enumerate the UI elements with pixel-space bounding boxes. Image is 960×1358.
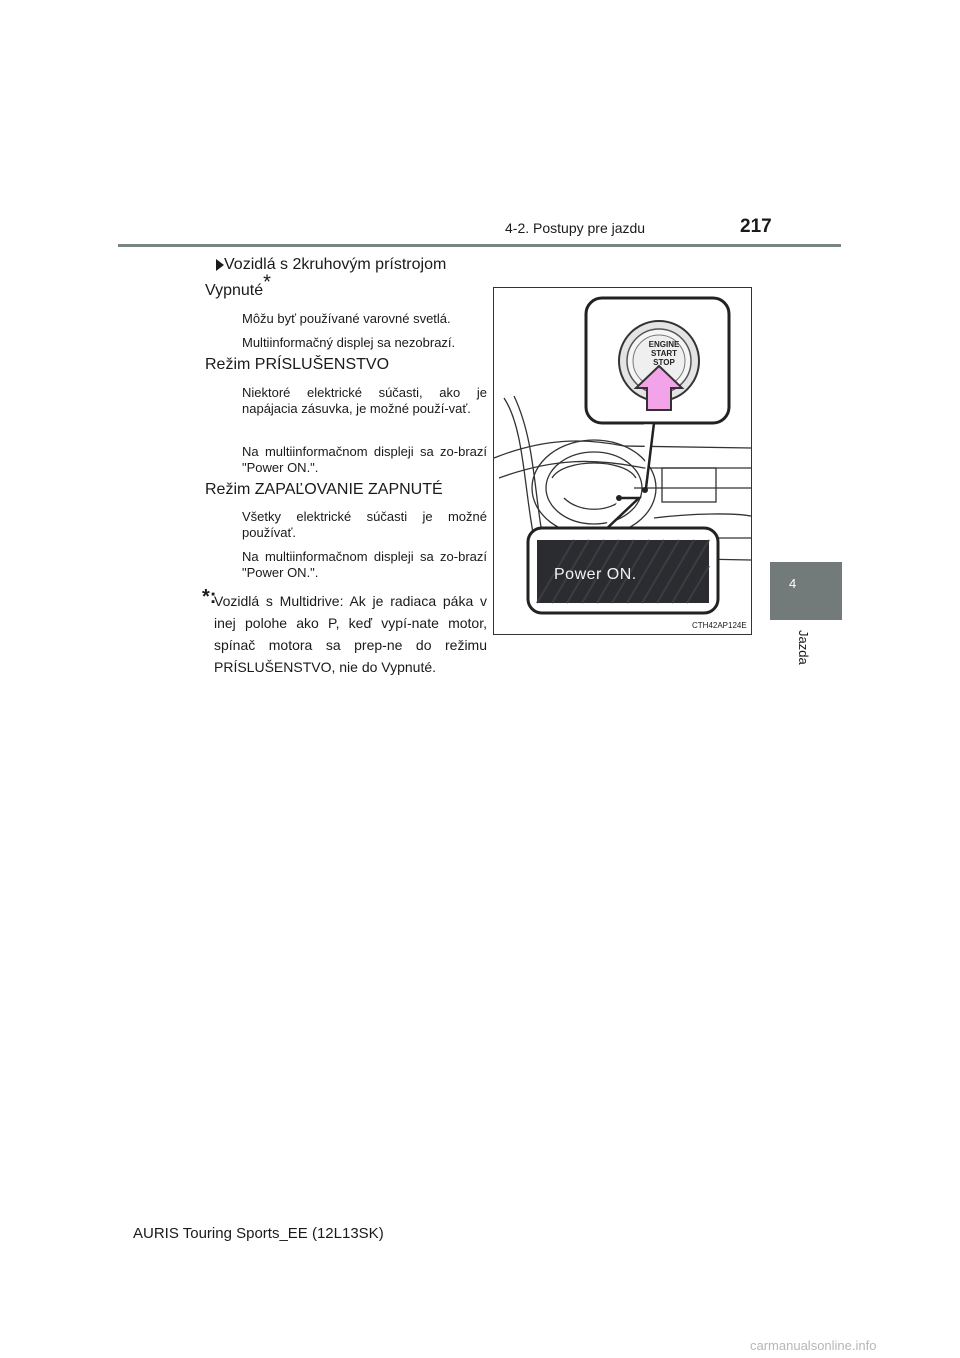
page-number: 217 (740, 216, 772, 237)
paragraph: Môžu byť používané varovné svetlá. (242, 311, 451, 326)
footer-text: AURIS Touring Sports_EE (12L13SK) (133, 1225, 384, 1242)
paragraph: Niektoré elektrické súčasti, ako je napájacia zásuvka, je možné použí-vať. (242, 385, 487, 416)
button-label-engine: ENGINE (648, 340, 680, 349)
mode-title-off-text: Vypnuté (205, 282, 264, 299)
footnote-text: Vozidlá s Multidrive: Ak je radiaca páka v inej polohe ako P, keď vypí-nate motor, spínač motora sa prep-ne do režimu PRÍSLUŠENSTVO, nie do Vypnuté. (214, 593, 487, 675)
paragraph: Všetky elektrické súčasti je možné používať. (242, 509, 487, 540)
chapter-tab-label: Jazda (796, 630, 811, 665)
footnote-mark: *: (202, 586, 217, 608)
paragraph: Multiinformačný displej sa nezobrazí. (242, 335, 456, 350)
watermark: carmanualsonline.info (750, 1338, 877, 1353)
subheading-arrow-icon (216, 259, 224, 271)
chapter-tab (770, 562, 842, 620)
mode-title-ignition-on: Režim ZAPAĽOVANIE ZAPNUTÉ (205, 481, 443, 498)
mode-title-accessory: Režim PRÍSLUŠENSTVO (205, 356, 390, 373)
button-label-stop: STOP (653, 358, 675, 367)
paragraph: Na multiinformačnom displeji sa zo-brazí "Power ON.". (242, 444, 487, 475)
display-text: Power ON. (554, 566, 637, 583)
chapter-tab-number: 4 (789, 576, 797, 591)
subheading (224, 256, 446, 274)
mode-title-off (205, 271, 271, 300)
header-rule (118, 244, 841, 247)
mode-title-off-mark: * (263, 271, 271, 294)
figure (493, 287, 752, 635)
figure-id: CTH42AP124E (692, 621, 747, 630)
subheading-text: Vozidlá s 2kruhovým prístrojom (224, 256, 447, 273)
paragraph: Na multiinformačnom displeji sa zo-brazí "Power ON.". (242, 549, 487, 580)
header-section: 4-2. Postupy pre jazdu (505, 220, 646, 236)
button-label-start: START (650, 349, 678, 358)
